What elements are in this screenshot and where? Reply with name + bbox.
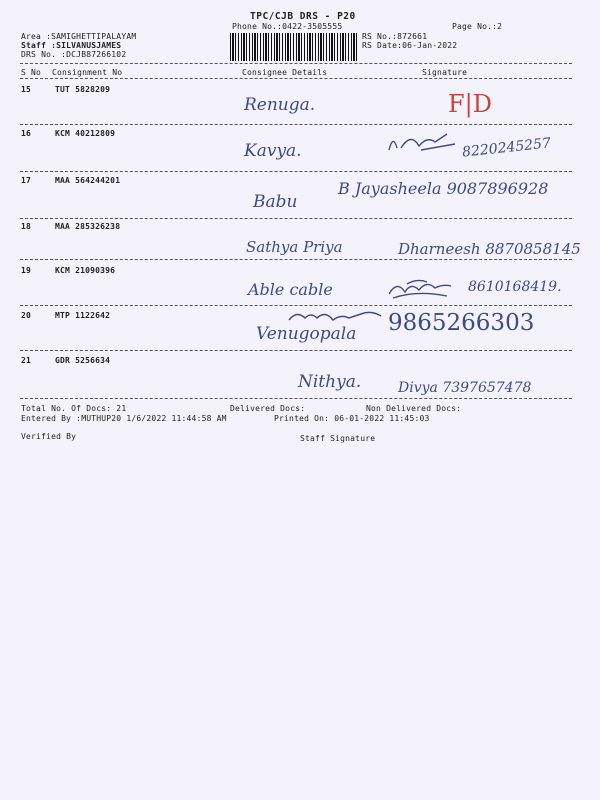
consignee-handwriting: Renuga. xyxy=(244,95,316,115)
phone-number: Phone No.:0422-3505555 xyxy=(232,22,343,31)
consignee-handwriting: Nithya. xyxy=(298,372,362,392)
signature-handwriting: F|D xyxy=(448,90,492,118)
signature-handwriting: Divya 7397657478 xyxy=(398,380,532,396)
row-consignment: MTP 1122642 xyxy=(55,311,111,320)
row-divider xyxy=(20,259,572,260)
page-number: Page No.:2 xyxy=(452,22,503,31)
row-sno: 16 xyxy=(21,129,32,138)
column-consignee: Consignee Details xyxy=(242,68,328,77)
document-title: TPC/CJB DRS - P20 xyxy=(250,11,356,22)
header-divider-top xyxy=(20,63,572,64)
row-consignment: TUT 5828209 xyxy=(55,85,111,94)
area-field: Area :SAMIGHETTIPALAYAM xyxy=(21,32,137,41)
row-consignment: KCM 21090396 xyxy=(55,266,116,275)
rs-date: RS Date:06-Jan-2022 xyxy=(362,41,458,50)
row-consignment: MAA 564244201 xyxy=(55,176,121,185)
signature-handwriting: 8610168419. xyxy=(468,279,562,295)
row-divider xyxy=(20,218,572,219)
total-docs: Total No. Of Docs: 21 xyxy=(21,404,127,413)
row-consignment: GDR 5256634 xyxy=(55,356,111,365)
non-delivered-docs: Non Delivered Docs: xyxy=(366,404,462,413)
signature-scribble xyxy=(385,130,465,156)
barcode xyxy=(230,33,357,61)
printed-on: Printed On: 06-01-2022 11:45:03 xyxy=(274,414,430,423)
staff-signature: Staff Signature xyxy=(300,434,376,443)
row-consignment: MAA 285326238 xyxy=(55,222,121,231)
drs-number: DRS No. :DCJB87266102 xyxy=(21,50,127,59)
entered-by: Entered By :MUTHUP20 1/6/2022 11:44:58 AM xyxy=(21,414,227,423)
consignee-handwriting: Able cable xyxy=(248,280,333,299)
delivered-docs: Delivered Docs: xyxy=(230,404,306,413)
header-divider-bottom xyxy=(20,78,572,79)
row-divider xyxy=(20,350,572,351)
row-sno: 20 xyxy=(21,311,32,320)
signature-handwriting: Dharneesh 8870858145 xyxy=(398,240,581,258)
consignee-handwriting: Venugopala xyxy=(256,324,357,344)
signature-scribble xyxy=(387,276,457,304)
row-sno: 21 xyxy=(21,356,32,365)
staff-field: Staff :SILVANUSJAMES xyxy=(21,41,122,50)
row-sno: 18 xyxy=(21,222,32,231)
row-divider xyxy=(20,124,572,125)
signature-handwriting: 8220245257 xyxy=(461,135,552,161)
consignee-handwriting: Babu xyxy=(253,192,298,212)
consignee-handwriting: Sathya Priya xyxy=(246,238,343,256)
verified-by: Verified By xyxy=(21,432,77,441)
column-consignment: Consignment No xyxy=(52,68,123,77)
row-sno: 19 xyxy=(21,266,32,275)
rs-number: RS No.:872661 xyxy=(362,32,428,41)
row-sno: 17 xyxy=(21,176,32,185)
column-sno: S No xyxy=(21,68,42,77)
row-consignment: KCM 40212809 xyxy=(55,129,116,138)
signature-handwriting: B Jayasheela 9087896928 xyxy=(338,179,549,198)
row-divider xyxy=(20,171,572,172)
signature-handwriting: 9865266303 xyxy=(388,310,535,336)
row-divider xyxy=(20,398,572,399)
column-signature: Signature xyxy=(422,68,468,77)
row-sno: 15 xyxy=(21,85,32,94)
consignee-handwriting: Kavya. xyxy=(244,141,302,161)
row-divider xyxy=(20,305,572,306)
